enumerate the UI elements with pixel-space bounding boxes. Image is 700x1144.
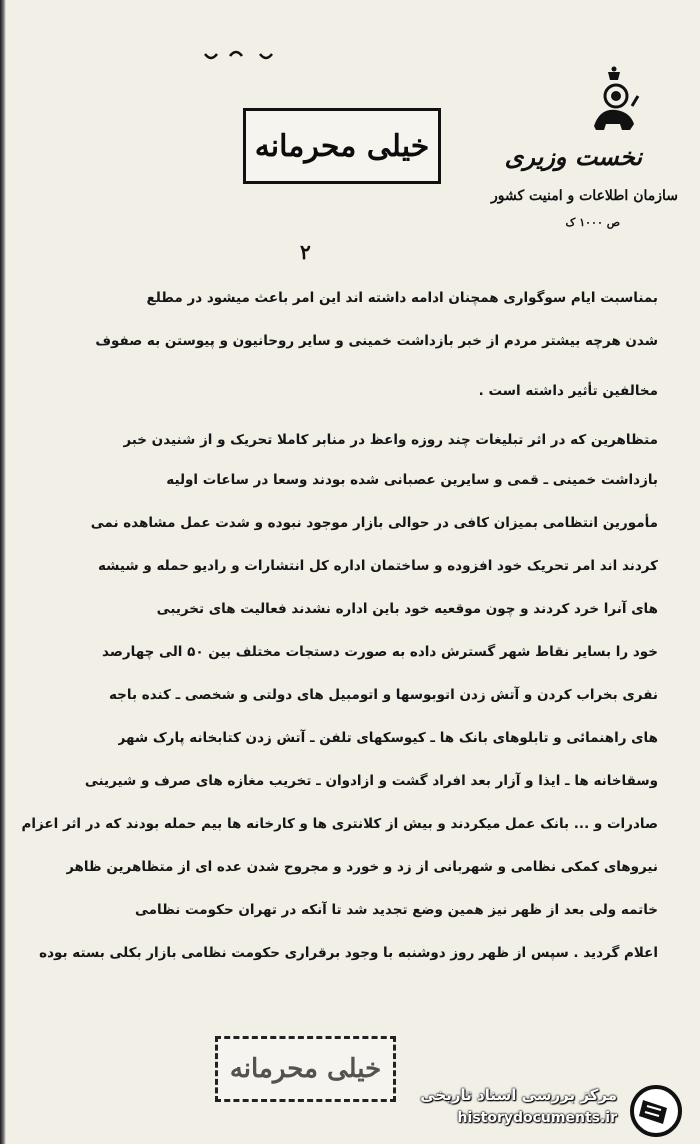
archive-center-logo-icon xyxy=(625,1084,687,1138)
letterhead-line-2: سازمان اطلاعات و امنیت کشور xyxy=(491,188,678,204)
classification-stamp-top xyxy=(243,108,441,184)
page-number: ۲ xyxy=(300,240,311,264)
scan-edge xyxy=(0,0,6,1144)
watermark xyxy=(420,1082,695,1140)
body-line: اعلام گردید . سپس از ظهر روز دوشنبه با وجود برقراری حکومت نظامی بازار بکلی بسته بوده xyxy=(39,945,658,961)
body-line: بمناسبت ایام سوگواری همچنان ادامه داشته اند این امر باعث میشود در مطلع xyxy=(146,290,658,306)
body-line: متظاهرین که در اثر تبلیغات چند روزه واعظ در منابر کاملا تحریک و از شنیدن خبر xyxy=(123,432,658,448)
body-line: صادرات و ... بانک عمل میکردند و بیش از کلانتری ها و کارخانه ها بیم حمله بودند که در اثر اعزام xyxy=(21,816,658,832)
body-line: های آنرا خرد کردند و چون موقعیه خود باین اداره نشدند فعالیت های تخریبی xyxy=(156,601,658,617)
body-line: مخالفین تأثیر داشته است . xyxy=(478,383,658,399)
body-line: وسقاخانه ها ـ ایذا و آزار بعد افراد گشت و ازادوان ـ تخریب مغازه های صرف و شیرینی xyxy=(84,773,658,789)
top-tick-marks xyxy=(200,44,280,64)
lion-and-sun-emblem-icon xyxy=(588,66,640,136)
body-line: کردند اند امر تحریک خود افزوده و ساختمان اداره کل انتشارات و رادیو حمله و شیشه xyxy=(97,558,658,574)
body-line: نیروهای کمکی نظامی و شهربانی از زد و خورد و مجروح شدن عده ای از متظاهرین ظاهر xyxy=(66,859,658,875)
letterhead-line-1: نخست وزیری xyxy=(504,142,642,171)
body-line: های راهنمائی و تابلوهای بانک ها ـ کیوسکهای تلفن ـ آتش زدن کتابخانه پارک شهر xyxy=(117,730,658,746)
body-line: بازداشت خمینی ـ قمی و سایرین عصبانی شده بودند وسعا در ساعات اولیه xyxy=(166,472,658,488)
classification-text-top: خیلی محرمانه xyxy=(254,128,430,164)
classification-stamp-bottom xyxy=(215,1036,396,1102)
body-line: مأمورین انتظامی بمیزان کافی در حوالی بازار موجود نبوده و شدت عمل مشاهده نمی xyxy=(90,515,658,531)
classification-text-bottom: خیلی محرمانه xyxy=(229,1054,382,1084)
body-line: نفری بخراب کردن و آتش زدن اتوبوسها و اتومبیل های دولتی و شخصی ـ کنده باجه xyxy=(109,687,658,703)
body-line: خود را بسایر نقاط شهر گسترش داده به صورت دستجات مختلف بین ۵۰ الی چهارصد xyxy=(102,644,658,660)
body-line: خاتمه ولی بعد از ظهر نیز همین وضع تجدید شد تا آنکه در تهران حکومت نظامی xyxy=(135,902,658,918)
watermark-url: historydocuments.ir xyxy=(457,1110,617,1126)
letterhead-reference: ص ۱۰۰۰ ک xyxy=(565,216,620,229)
watermark-title: مرکز بررسی اسناد تاریخی xyxy=(420,1086,617,1104)
body-line: شدن هرچه بیشتر مردم از خبر بازداشت خمینی و سایر روحانیون و پیوستن به صفوف xyxy=(95,333,658,349)
